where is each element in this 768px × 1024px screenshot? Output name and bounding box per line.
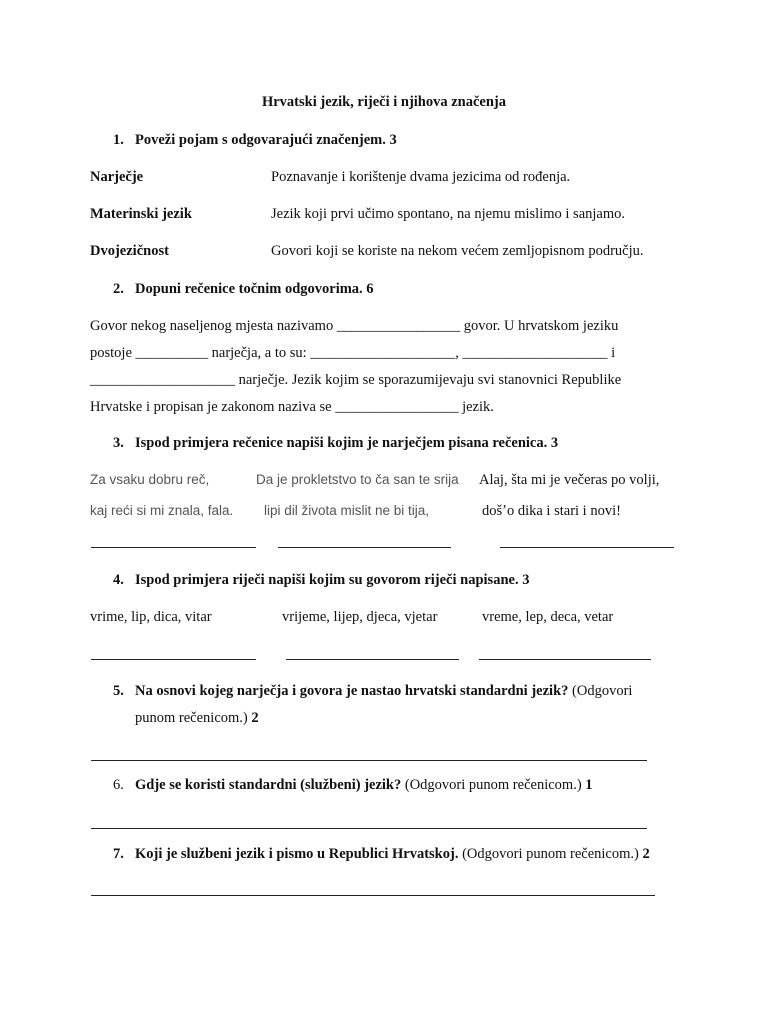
term-3: Dvojezičnost [90, 243, 169, 259]
question-7-text: Koji je službeni jezik i pismo u Republici Hrvatskoj. [135, 846, 459, 862]
answer-line-3c[interactable] [500, 547, 674, 548]
fill-in-line-3: ____________________ narječje. Jezik kojim se sporazumijevaju svi stanovnici Republike [90, 372, 622, 388]
example-sentence-2-line-1: Da je prokletstvo to ča san te srija [256, 472, 459, 487]
fill-in-line-2: postoje __________ narječja, a to su: ____________________, ____________________ i [90, 345, 616, 361]
question-3-number: 3. [113, 435, 124, 451]
answer-line-3a[interactable] [91, 547, 256, 548]
term-1: Narječje [90, 169, 144, 185]
question-5-points: 2 [247, 710, 259, 726]
question-5-instruction: (Odgovori [568, 683, 633, 699]
question-6 [113, 777, 593, 794]
question-5-number: 5. [113, 683, 124, 699]
example-sentence-1-line-1: Za vsaku dobru reč, [90, 472, 210, 487]
question-7-instruction: (Odgovori punom rečenicom.) [458, 846, 639, 862]
answer-line-5[interactable] [91, 760, 647, 761]
definition-2: Jezik koji prvi učimo spontano, na njemu mislimo i sanjamo. [271, 206, 625, 222]
example-sentence-3-line-2: došʼo dika i stari i novi! [482, 503, 621, 519]
question-3 [113, 435, 558, 452]
question-7-points: 2 [638, 846, 650, 862]
question-3-text: Ispod primjera rečenice napiši kojim je narječjem pisana rečenica. 3 [135, 435, 559, 451]
fill-in-line-4: Hrvatske i propisan je zakonom naziva se _________________ jezik. [90, 399, 494, 415]
question-6-number: 6. [113, 777, 124, 793]
question-1-number: 1. [113, 132, 124, 148]
question-6-instruction: (Odgovori punom rečenicom.) [401, 777, 582, 793]
answer-line-3b[interactable] [278, 547, 451, 548]
definition-1: Poznavanje i korištenje dvama jezicima od rođenja. [271, 169, 571, 185]
question-2 [113, 281, 374, 298]
question-5-continued [135, 710, 259, 727]
answer-line-4a[interactable] [91, 659, 256, 660]
example-sentence-2-line-2: lipi dil života mislit ne bi tija, [264, 503, 430, 518]
answer-line-6[interactable] [91, 828, 647, 829]
definition-3: Govori koji se koriste na nekom većem zemljopisnom području. [271, 243, 644, 259]
question-5-instruction-cont: punom rečenicom.) [135, 710, 248, 726]
page-title: Hrvatski jezik, riječi i njihova značenja [261, 94, 507, 110]
question-4-number: 4. [113, 572, 124, 588]
question-5 [113, 683, 632, 700]
example-sentence-1-line-2: kaj reći si mi znala, fala. [90, 503, 234, 518]
question-1-text: Poveži pojam s odgovarajući značenjem. 3 [135, 132, 397, 148]
fill-in-line-1: Govor nekog naseljenog mjesta nazivamo _________________ govor. U hrvatskom jeziku [90, 318, 619, 334]
term-2: Materinski jezik [90, 206, 192, 222]
question-6-points: 1 [581, 777, 593, 793]
question-4 [113, 572, 529, 589]
example-words-1: vrime, lip, dica, vitar [90, 609, 212, 625]
question-1 [113, 132, 397, 149]
example-sentence-3-line-1: Alaj, šta mi je večeras po volji, [479, 472, 660, 488]
example-words-3: vreme, lep, deca, vetar [482, 609, 614, 625]
example-words-2: vrijeme, lijep, djeca, vjetar [282, 609, 438, 625]
question-7-number: 7. [113, 846, 124, 862]
question-5-text: Na osnovi kojeg narječja i govora je nastao hrvatski standardni jezik? [135, 683, 569, 699]
answer-line-4c[interactable] [479, 659, 651, 660]
question-4-text: Ispod primjera riječi napiši kojim su govorom riječi napisane. 3 [135, 572, 530, 588]
question-2-text: Dopuni rečenice točnim odgovorima. 6 [135, 281, 374, 297]
answer-line-7[interactable] [91, 895, 655, 896]
question-7 [113, 846, 650, 863]
question-2-number: 2. [113, 281, 124, 297]
answer-line-4b[interactable] [286, 659, 459, 660]
question-6-text: Gdje se koristi standardni (službeni) jezik? [135, 777, 402, 793]
